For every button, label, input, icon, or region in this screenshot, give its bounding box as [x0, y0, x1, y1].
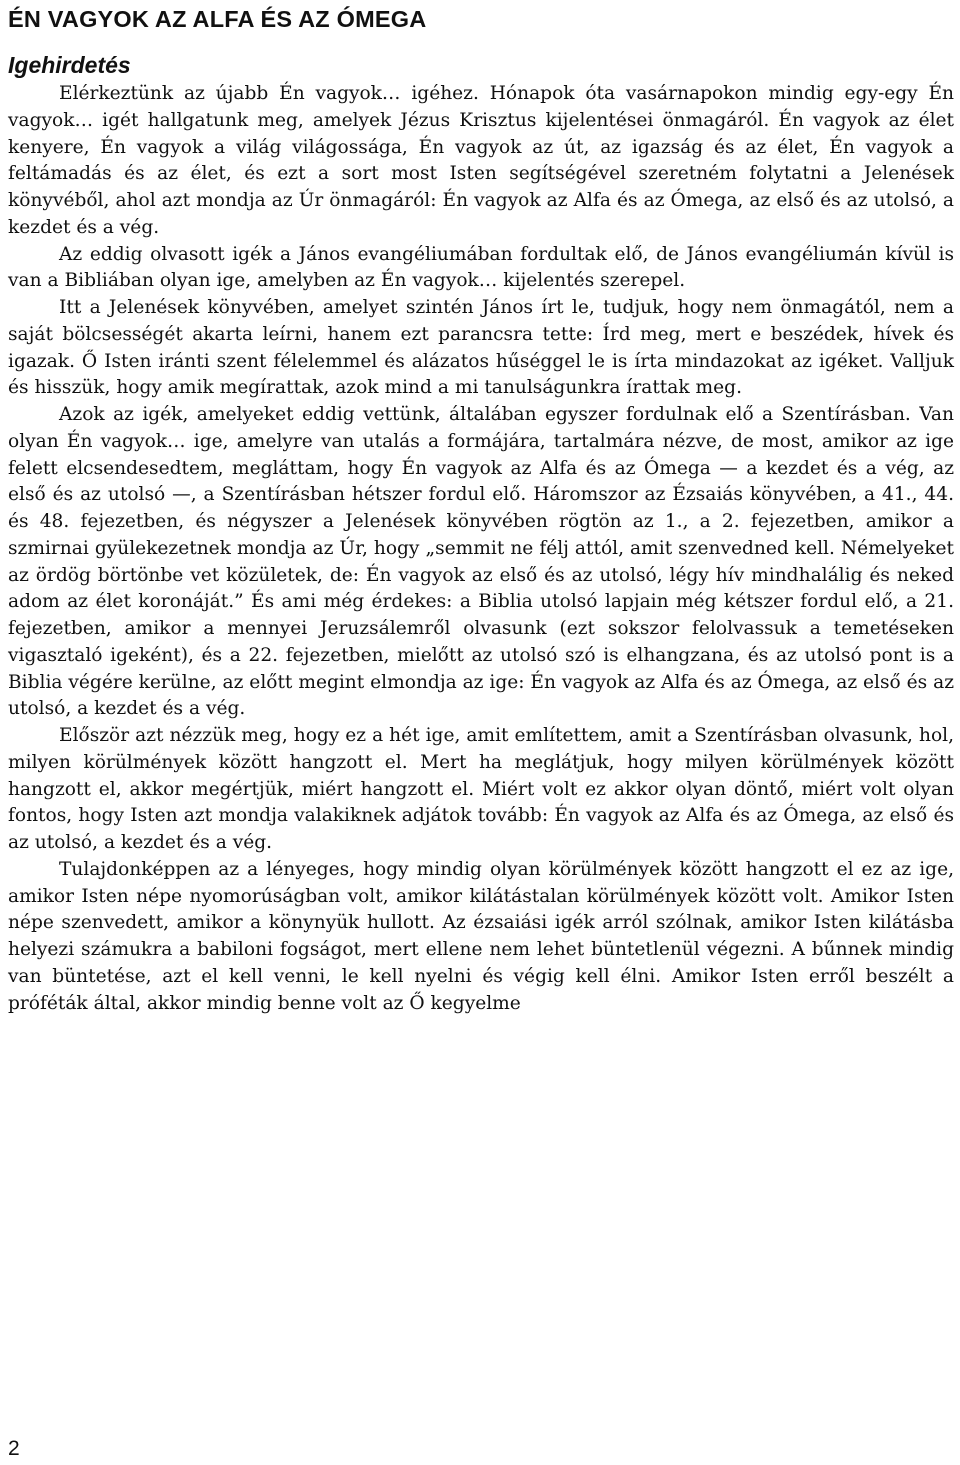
paragraph: Először azt nézzük meg, hogy ez a hét ige, amit említettem, amit a Szentírásban olvasunk, hol, milyen körülmények között hangzott el. Mert ha meglátjuk, hogy milyen körülmények között hangzott el, akkor megértjük, miért hangzott el. Miért volt ez akkor olyan döntő, miért volt olyan fontos, hogy Isten azt mondja valakiknek adjátok tovább: Én vagyok az Alfa és az Ómega, az első és az utolsó, a kezdet és a vég.: [8, 725, 954, 853]
paragraph: Tulajdonképpen az a lényeges, hogy mindig olyan körülmények között hangzott el ez az ige, amikor Isten népe nyomorúságban volt, amikor kilátástalan körülmények között volt. Amikor Isten népe szenvedett, amikor a könynyük hullott. Az ézsaiási igék arról szólnak, amikor Isten kilátásba helyezi számukra a babiloni fogságot, mert ellene nem lehet büntetlenül végezni. A bűnnek mindig van büntetése, azt el kell venni, le kell nyelni és végig kell élni. Amikor Isten erről beszélt a próféták által, akkor mindig benne volt az Ő kegyelme: [8, 858, 954, 1014]
paragraph: Elérkeztünk az újabb Én vagyok… igéhez. Hónapok óta vasárnapokon mindig egy-egy Én vagyok… igét hallgatunk meg, amelyek Jézus Krisztus kijelentései önmagáról. Én vagyok az élet kenyere, Én vagyok a világ világossága, Én vagyok az út, az igazság és az élet, Én vagyok a feltámadás és az élet, és ezt a sort most Isten segítségével szeretném folytatni a Jelenések könyvéből, ahol azt mondja az Úr önmagáról: Én vagyok az Alfa és az Ómega, az első és az utolsó, a kezdet és a vég.: [8, 83, 954, 238]
document-page: [8, 0, 954, 1465]
paragraph: Itt a Jelenések könyvében, amelyet szintén János írt le, tudjuk, hogy nem önmagától, nem a saját bölcsességét akarta leírni, hanem ezt parancsra tette: Írd meg, mert e beszédek, hívek és igazak. Ő Isten iránti szent félelemmel és alázatos hűséggel le is írta mindazokat az igéket. Valljuk és hisszük, hogy amik megírattak, azok mind a mi tanulságunkra írattak meg.: [8, 297, 954, 399]
document-title: ÉN VAGYOK AZ ALFA ÉS AZ ÓMEGA: [8, 6, 427, 32]
page-number: 2: [8, 1437, 20, 1460]
paragraph: Az eddig olvasott igék a János evangéliumában fordultak elő, de János evangéliumán kívül is van a Bibliában olyan ige, amelyben az Én vagyok… kijelentés szerepel.: [8, 243, 954, 292]
paragraph: Azok az igék, amelyeket eddig vettünk, általában egyszer fordulnak elő a Szentírásban. Van olyan Én vagyok… ige, amelyre van utalás a formájára, tartalmára nézve, de most, amikor az ige felett elcsendesedtem, megláttam, hogy Én vagyok az Alfa és az Ómega — a kezdet és a vég, az első és az utolsó —, a Szentírásban hétszer fordul elő. Háromszor az Ézsaiás könyvében, a 41., 44. és 48. fejezetben, és négyszer a Jelenések könyvében rögtön az 1., a 2. fejezetben, amikor a szmirnai gyülekezetnek mondja az Úr, hogy „semmit ne félj attól, amit szenvedned kell. Némelyeket az ördög börtönbe vet közületek, de: Én vagyok az első és az utolsó, légy hív mindhalálig és neked adom az élet koronáját.” És ami még érdekes: a Biblia utolsó lapjain még kétszer fordul elő, a 21. fejezetben, amikor a mennyei Jeruzsálemről olvasunk (ezt sokszor felolvassuk a temetéseken vigasztaló igeként), és a 22. fejezetben, mielőtt az utolsó szó is elhangzana, és az utolsó pont is a Biblia végére kerülne, az előtt megint elmondja az ige: Én vagyok az Alfa és az Ómega, az első és az utolsó, a kezdet és a vég.: [8, 404, 954, 720]
sermon-body: [8, 81, 954, 1017]
section-heading: Igehirdetés: [8, 52, 131, 78]
